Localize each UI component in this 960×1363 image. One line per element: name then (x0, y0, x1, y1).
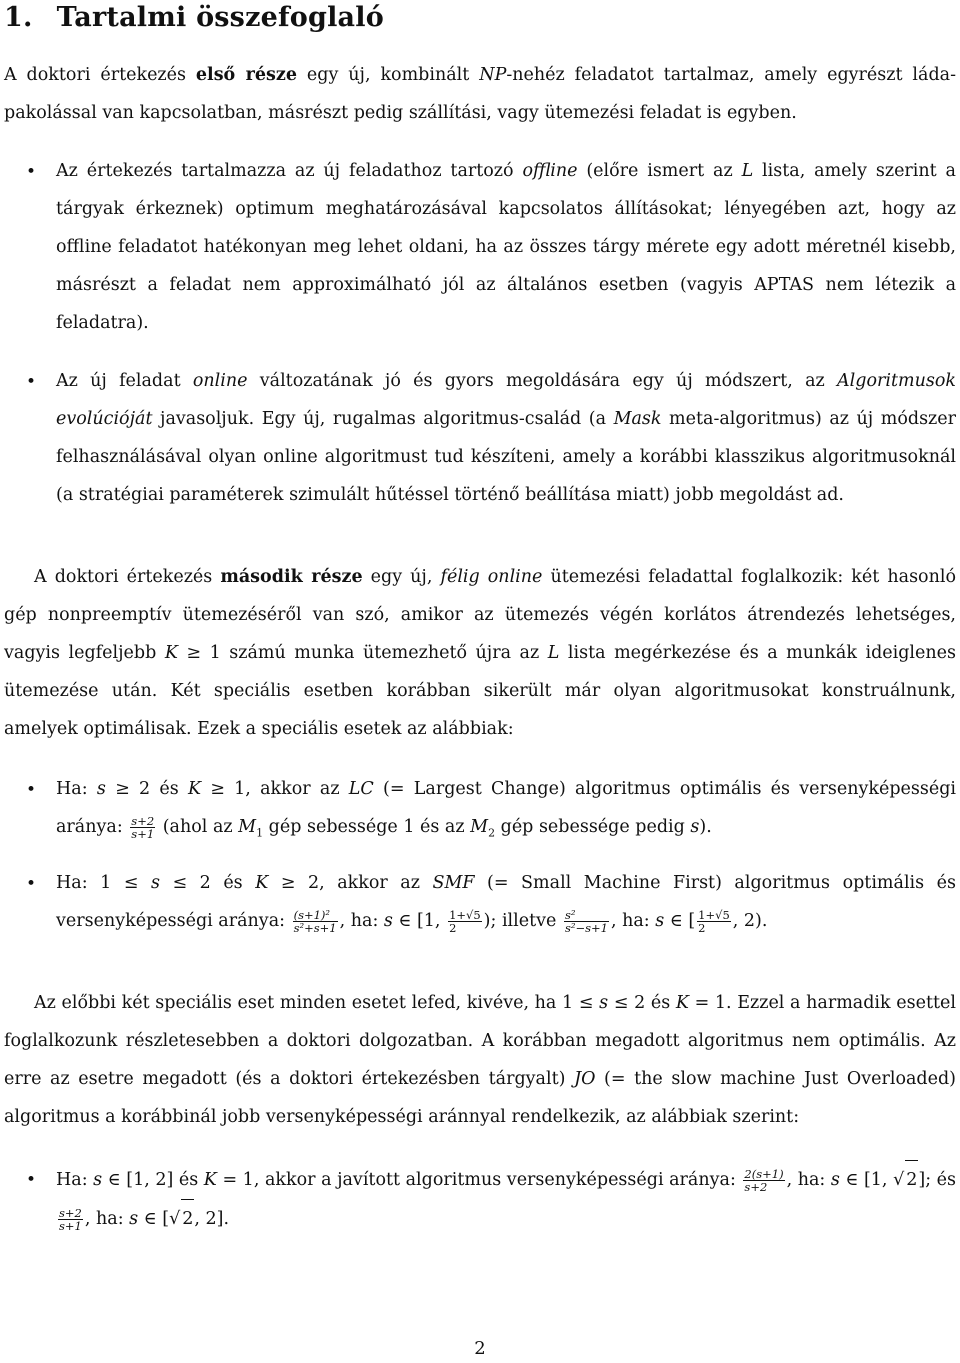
math-var: s (655, 911, 665, 931)
text-run: , ha: (786, 1170, 831, 1190)
text-run: ∈ [ (138, 1209, 170, 1229)
text-run: , ha: (610, 911, 656, 931)
sqrt-radicand: 2 (181, 1199, 194, 1238)
algorithm-name: JO (574, 1069, 596, 1089)
section-title: Tartalmi összefoglaló (56, 2, 384, 33)
emphasis: online (192, 371, 248, 391)
bullet-icon (26, 166, 38, 178)
math-var: K (255, 873, 269, 893)
text-run: Az értekezés tartalmazza az új feladathoz tartozó (56, 161, 523, 181)
math-var: K (675, 993, 689, 1013)
bullet-icon (26, 878, 38, 890)
third-case-paragraph (4, 984, 956, 1136)
bullet-icon (26, 376, 38, 388)
text-run: változatának jó és gyors megoldására egy új módszert, az (247, 371, 838, 391)
text-run: = 1. Ezzel a harmadik esettel foglalkozunk részletesebben a doktori dolgozatban. A korábban megadott algoritmus nem optimális. Az erre az esetre megadott (és a doktori értekezésben tárgyalt) (4, 993, 956, 1089)
text-run: ≤ 2 és (159, 873, 256, 893)
text-run: egy új, kombinált (296, 65, 480, 85)
fraction-denominator: s+1 (59, 1219, 82, 1234)
text-run: (előre ismert az (577, 161, 742, 181)
sqrt-radicand: 2 (905, 1160, 918, 1199)
text-run: gép sebessége pedig (495, 817, 691, 837)
algorithm-name: LC (348, 779, 374, 799)
math-var: s (599, 993, 609, 1013)
text-run: , ha: (339, 911, 384, 931)
subscript: 1 (256, 826, 264, 840)
text-run: , ha: (84, 1209, 130, 1229)
text-run: -nehéz feladatot tartalmaz, amely egyrészt láda-pakolással van kapcsolatban, másrészt pedig szállítási, vagy ütemezési feladat is egyben. (4, 65, 957, 123)
text-run: , 2]. (194, 1209, 230, 1229)
text-run: gép sebessége 1 és az (263, 817, 471, 837)
text-run: ≥ 1 számú munka ütemezhető újra az (177, 643, 548, 663)
emphasis: Mask (613, 409, 662, 429)
math-var: K (187, 779, 202, 799)
text-run: Ha: (56, 779, 97, 799)
math-var: s (96, 779, 106, 799)
page-number: 2 (474, 1338, 486, 1359)
math-var: s (93, 1170, 103, 1190)
math-var: M (238, 817, 257, 837)
subscript: 2 (488, 826, 496, 840)
section-number: 1. (4, 2, 33, 33)
math-var: L (741, 161, 754, 181)
fraction-denominator: s²−s+1 (564, 921, 608, 936)
intro-paragraph (4, 56, 956, 132)
list-item-text (56, 864, 956, 940)
math-var: M (470, 817, 489, 837)
fraction-denominator: 2 (698, 921, 706, 936)
fraction (564, 909, 609, 934)
fraction (743, 1168, 784, 1193)
text-run: (= Small Machine First) algoritmus optimális és versenyképességi aránya: (56, 873, 956, 931)
math-var: K (164, 643, 178, 663)
fraction-denominator: 2 (449, 921, 457, 936)
list-item-text (56, 770, 956, 853)
list-item-text: Ha: s ∈ [1, 2] és K = 1, akkor a javított algoritmus versenyképességi aránya: $\frac{2(s+1)}{s+2}$ , ha: s ∈ [1, √ 2]; és $\frac{s+2}{s+1}$ , ha: s ∈ [√ 2, 2]. (56, 1160, 956, 1238)
fraction-numerator: s² (564, 909, 609, 922)
math-var: s (690, 817, 700, 837)
fraction-denominator: s+1 (131, 827, 155, 842)
fraction-denominator: s+2 (744, 1180, 768, 1195)
fraction (58, 1207, 83, 1232)
text-run: lista megérkezése és a munkák ideiglenes ütemezése után. Két speciális esetben korábban sikerült már olyan algoritmusokat konstruálnunk, amelyek optimálisak. Ezek a speciális esetek az alábbiak: (4, 643, 956, 739)
text-run: lista, amely szerint a tárgyak érkeznek) optimum meghatározásával kapcsolatos állításokat; lényegében azt, hogy az offline feladatot hatékonyan meg lehet oldani, ha az összes tárgy mérete egy adott méretnél kisebb, másrészt a feladat nem approximálható jól az általános esetben (vagyis APTAS nem létezik a feladatra). (56, 161, 956, 333)
math-var: s (129, 1209, 139, 1229)
text-run: ); illetve (483, 911, 562, 931)
bullet-icon (26, 784, 38, 796)
text-run: ∈ [1, (392, 911, 447, 931)
list-item-text (56, 152, 956, 342)
text-run: A doktori értekezés (34, 567, 221, 587)
fraction-numerator: (s+1)² (293, 909, 338, 922)
emphasis: offline (522, 161, 578, 181)
section-heading (4, 2, 384, 33)
math-var: L (547, 643, 560, 663)
text-run: (ahol az (157, 817, 239, 837)
fraction (130, 815, 155, 840)
text-run: ∈ [1, 2] és (102, 1170, 204, 1190)
fraction (293, 909, 338, 934)
text-run: ). (699, 817, 712, 837)
text-run: ∈ [1, (839, 1170, 894, 1190)
text-run: (= Largest Change) algoritmus optimális és versenyképességi aránya: (56, 779, 957, 837)
math-var: K (203, 1170, 217, 1190)
fraction (697, 909, 731, 934)
text-run: = 1, akkor a javított algoritmus versenyképességi aránya: (216, 1170, 742, 1190)
emphasis: félig online (440, 567, 543, 587)
fraction-numerator: 1+√5 (449, 908, 481, 923)
text-run: ütemezési feladattal foglalkozik: két hasonló gép nonpreemptív ütemezéséről van szó, amikor az ütemezés végén korlátos átrendezés lehetséges, vagyis legfeljebb (4, 567, 956, 663)
second-part-paragraph (4, 558, 956, 748)
list-item-text (56, 362, 956, 514)
bullet-icon (26, 1174, 38, 1186)
emphasis: Algoritmusok evolúcióját (56, 371, 956, 429)
text-run: ]; és (918, 1170, 957, 1190)
fraction-numerator: s+2 (59, 1206, 82, 1221)
fraction-numerator: 1+√5 (698, 908, 730, 923)
text-run: ≥ 2, akkor az (268, 873, 433, 893)
fraction-numerator: s+2 (131, 814, 155, 829)
text-run: egy új, (362, 567, 441, 587)
text-run: (= the slow machine Just Overloaded) algoritmus a korábbinál jobb versenyképességi aránnyal rendelkezik, az alábbiak szerint: (4, 1069, 956, 1127)
math-np: NP (479, 65, 507, 85)
text-run: javasoljuk. Egy új, rugalmas algoritmus-család (a (152, 409, 614, 429)
text-run: ≤ 2 és (608, 993, 676, 1013)
text-run: ≥ 1, akkor az (201, 779, 349, 799)
text-run: , 2). (732, 911, 768, 931)
text-run: Az új feladat (56, 371, 193, 391)
math-var: s (830, 1170, 840, 1190)
bold-term: első része (195, 65, 297, 85)
math-var: s (383, 911, 393, 931)
text-run: ≥ 2 és (105, 779, 188, 799)
fraction-numerator: 2(s+1) (744, 1167, 784, 1182)
fraction (448, 909, 482, 934)
text-run: Ha: (56, 1170, 94, 1190)
math-var: s (150, 873, 160, 893)
text-run: A doktori értekezés (4, 65, 196, 85)
text-run: ∈ [ (664, 911, 696, 931)
fraction-denominator: s²+s+1 (293, 921, 337, 936)
text-run: Ha: 1 ≤ (56, 873, 151, 893)
text-run: meta-algoritmus) az új módszer felhasználásával olyan online algoritmust tud készíteni, amely a korábbi klasszikus algoritmusoknál (a stratégiai paraméterek szimulált hűtéssel történő beállítása miatt) jobb megoldást ad. (56, 409, 957, 505)
algorithm-name: SMF (432, 873, 475, 893)
text-run: Az előbbi két speciális eset minden esetet lefed, kivéve, ha 1 ≤ (34, 993, 600, 1013)
bold-term: második része (220, 567, 363, 587)
